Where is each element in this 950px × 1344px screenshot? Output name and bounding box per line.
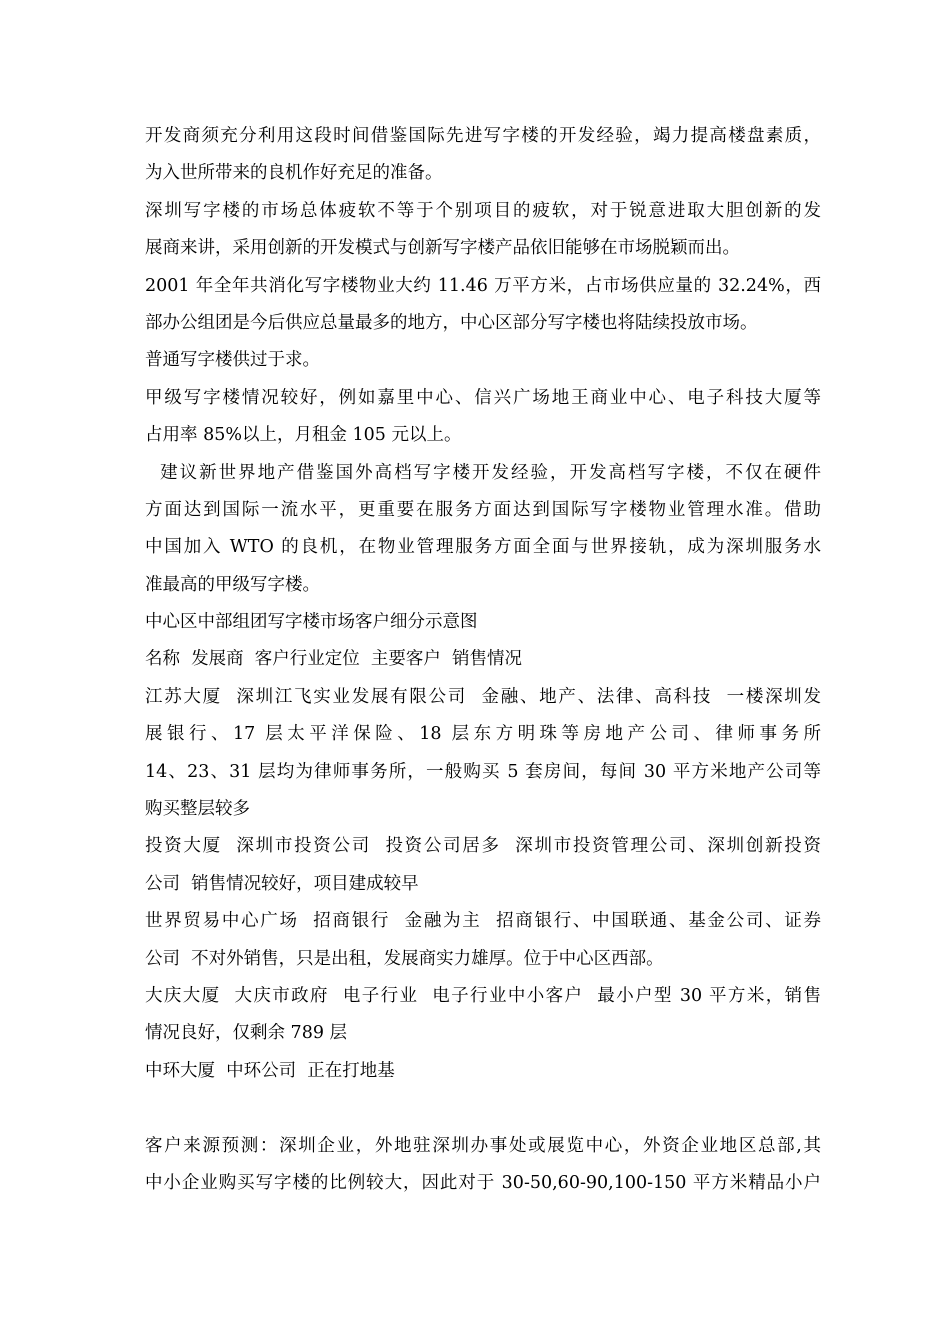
text-line: 甲级写字楼情况较好，例如嘉里中心、信兴广场地王商业中心、电子科技大厦等 <box>145 387 821 408</box>
text-line: 世界贸易中心广场 招商银行 金融为主 招商银行、中国联通、基金公司、证券 <box>145 911 821 932</box>
text-line: 购买整层较多 <box>145 799 250 820</box>
text-line: 中小企业购买写字楼的比例较大，因此对于 30-50,60-90,100-150 平方米精品小户 <box>145 1172 821 1193</box>
text-line: 公司 销售情况较好，项目建成较早 <box>145 873 419 894</box>
text-line: 占用率 85%以上，月租金 105 元以上。 <box>145 425 462 446</box>
blank-line <box>145 1090 821 1127</box>
text-line: 中环大厦 中环公司 正在打地基 <box>145 1060 395 1081</box>
text-line: 深圳写字楼的市场总体疲软不等于个别项目的疲软，对于锐意进取大胆创新的发 <box>145 200 821 221</box>
text-line: 开发商须充分利用这段时间借鉴国际先进写字楼的开发经验，竭力提高楼盘素质， <box>145 126 821 146</box>
text-line: 展商来讲，采用创新的开发模式与创新写字楼产品依旧能够在市场脱颖而出。 <box>145 238 740 259</box>
text-line: 普通写字楼供过于求。 <box>145 350 320 371</box>
text-line: 客户来源预测：深圳企业，外地驻深圳办事处或展览中心，外资企业地区总部,其 <box>145 1135 821 1156</box>
text-line: 为入世所带来的良机作好充足的准备。 <box>145 163 443 184</box>
text-line: 2001 年全年共消化写字楼物业大约 11.46 万平方米，占市场供应量的 32.24%，西 <box>145 275 821 296</box>
text-line: 准最高的甲级写字楼。 <box>145 574 320 595</box>
text-line: 江苏大厦 深圳江飞实业发展有限公司 金融、地产、法律、高科技 一楼深圳发 <box>145 686 821 707</box>
document-body <box>145 118 821 1202</box>
text-line: 建议新世界地产借鉴国外高档写字楼开发经验，开发高档写字楼，不仅在硬件 <box>145 462 821 483</box>
text-line: 中国加入 WTO 的良机，在物业管理服务方面全面与世界接轨，成为深圳服务水 <box>145 537 821 558</box>
text-line: 投资大厦 深圳市投资公司 投资公司居多 深圳市投资管理公司、深圳创新投资 <box>145 836 821 857</box>
table-header: 名称 发展商 客户行业定位 主要客户 销售情况 <box>145 649 523 670</box>
text-line: 部办公组团是今后供应总量最多的地方，中心区部分写字楼也将陆续投放市场。 <box>145 312 758 333</box>
text-line: 情况良好，仅剩余 789 层 <box>145 1023 348 1044</box>
text-line: 14、23、31 层均为律师事务所，一般购买 5 套房间，每间 30 平方米地产公司等 <box>145 761 821 782</box>
text-line: 展银行、17 层太平洋保险、18 层东方明珠等房地产公司、律师事务所 <box>145 724 821 745</box>
text-line: 方面达到国际一流水平，更重要在服务方面达到国际写字楼物业管理水准。借助 <box>145 499 821 520</box>
section-title: 中心区中部组团写字楼市场客户细分示意图 <box>145 612 478 633</box>
text-line: 公司 不对外销售，只是出租，发展商实力雄厚。位于中心区西部。 <box>145 948 664 969</box>
text-line: 大庆大厦 大庆市政府 电子行业 电子行业中小客户 最小户型 30 平方米，销售 <box>145 985 821 1006</box>
